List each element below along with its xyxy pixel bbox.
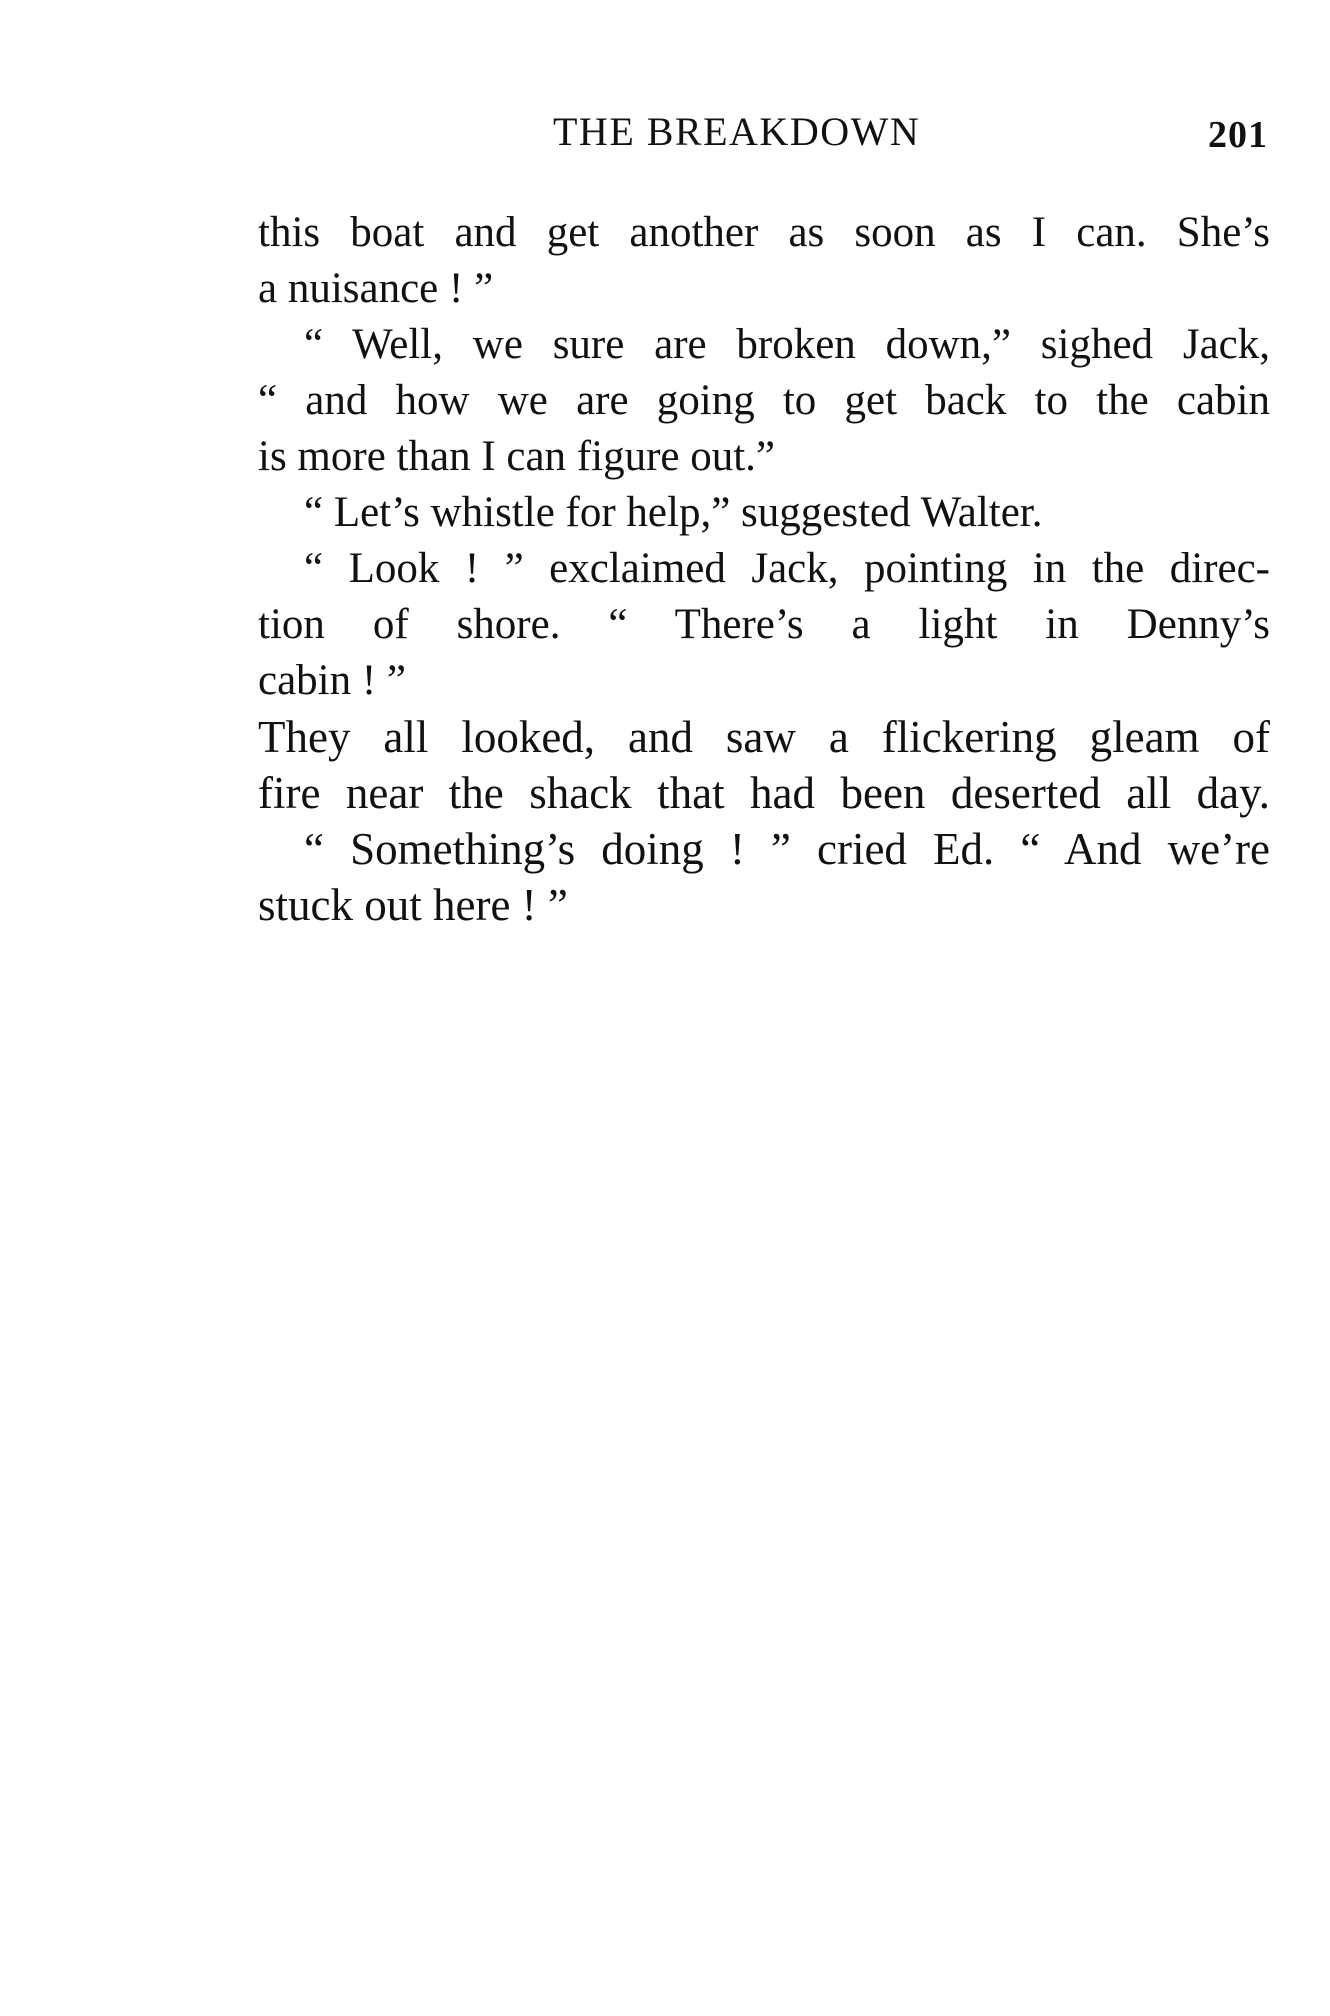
running-head: THE BREAKDOWN bbox=[553, 109, 921, 154]
text-line: “ Let’s whistle for help,” suggested Walter. bbox=[304, 489, 1043, 536]
text-line: fire near the shack that had been deserted all day. bbox=[258, 768, 1270, 818]
text-line: is more than I can figure out.” bbox=[258, 433, 776, 480]
page-number: 201 bbox=[1208, 114, 1268, 156]
body-text bbox=[258, 205, 1270, 933]
text-line: tion of shore. “ There’s a light in Denny’s bbox=[258, 601, 1270, 648]
text-line: “ Look ! ” exclaimed Jack, pointing in the direc- bbox=[304, 545, 1270, 592]
text-line: cabin ! ” bbox=[258, 657, 407, 704]
text-line: this boat and get another as soon as I can. She’s bbox=[258, 209, 1270, 256]
text-line: “ Well, we sure are broken down,” sighed Jack, bbox=[304, 321, 1270, 368]
text-line: “ and how we are going to get back to the cabin bbox=[258, 377, 1270, 424]
text-line: They all looked, and saw a flickering gleam of bbox=[258, 712, 1270, 762]
text-line: stuck out here ! ” bbox=[258, 880, 568, 930]
text-line: a nuisance ! ” bbox=[258, 265, 494, 312]
text-line: “ Something’s doing ! ” cried Ed. “ And we’re bbox=[304, 824, 1270, 874]
